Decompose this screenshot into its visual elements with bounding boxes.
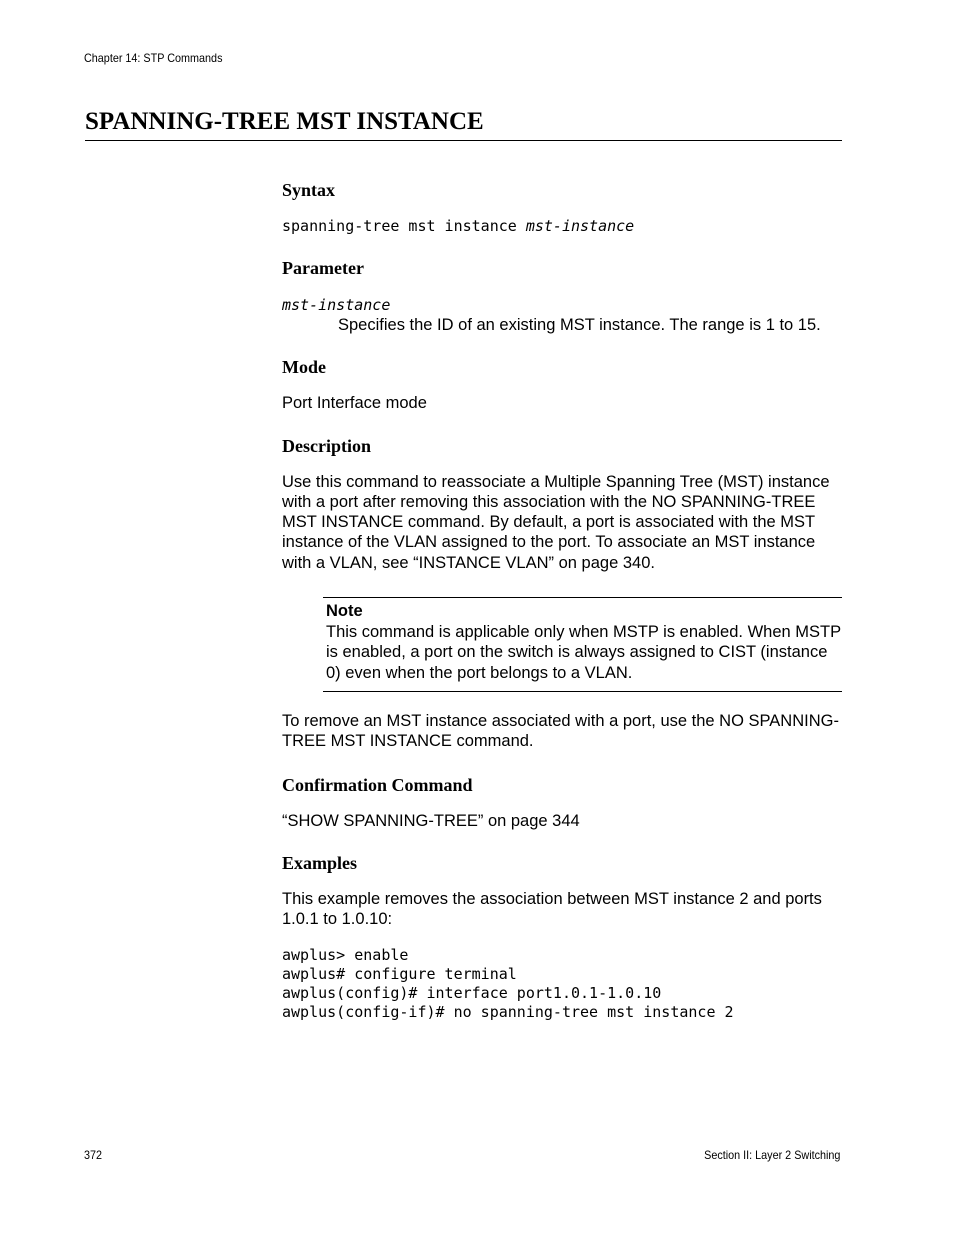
code-line: awplus(config)# interface port1.0.1-1.0.10 bbox=[282, 984, 662, 1003]
description-heading: Description bbox=[282, 435, 371, 456]
examples-text: This example removes the association between MST instance 2 and ports 1.0.1 to 1.0.10: bbox=[282, 889, 822, 929]
description-text: Use this command to reassociate a Multiple Spanning Tree (MST) instance with a port after removing this association with the NO SPANNING-TREE MST INSTANCE command. By default, a port is associated with the MST instance of the VLAN assigned to the port. To associate an MST instance with a VLAN, see “INSTANCE VLAN” on page 340. bbox=[282, 472, 830, 572]
confirmation-heading: Confirmation Command bbox=[282, 774, 473, 795]
confirmation-text: “SHOW SPANNING-TREE” on page 344 bbox=[282, 811, 580, 830]
remove-instance-text: To remove an MST instance associated with a port, use the NO SPANNING-TREE MST INSTANCE command. bbox=[282, 711, 839, 751]
syntax-argument: mst-instance bbox=[525, 217, 635, 235]
title-divider bbox=[85, 140, 842, 141]
note-label: Note bbox=[326, 602, 363, 621]
code-line: awplus(config-if)# no spanning-tree mst instance 2 bbox=[282, 1003, 734, 1022]
page-number: 372 bbox=[84, 1148, 103, 1162]
syntax-line bbox=[282, 217, 842, 236]
parameter-description: Specifies the ID of an existing MST instance. The range is 1 to 15. bbox=[338, 316, 821, 334]
code-line: awplus> enable bbox=[282, 946, 409, 965]
note-box bbox=[323, 597, 842, 692]
example-code-block bbox=[282, 946, 842, 1022]
syntax-heading: Syntax bbox=[282, 180, 336, 200]
chapter-header: Chapter 14: STP Commands bbox=[84, 51, 223, 65]
examples-heading: Examples bbox=[282, 852, 358, 873]
main-content bbox=[282, 178, 842, 1022]
section-footer: Section II: Layer 2 Switching bbox=[703, 1148, 840, 1162]
mode-heading: Mode bbox=[282, 357, 326, 378]
note-text: This command is applicable only when MSTP is enabled. When MSTP is enabled, a port on the switch is always assigned to CIST (instance 0) even when the port belongs to a VLAN. bbox=[326, 623, 841, 682]
parameter-name: mst-instance bbox=[282, 296, 391, 314]
page-title: SPANNING-TREE MST INSTANCE bbox=[85, 108, 484, 135]
parameter-name-line bbox=[282, 296, 842, 315]
parameter-heading: Parameter bbox=[282, 258, 364, 278]
syntax-command: spanning-tree mst instance bbox=[282, 217, 526, 235]
code-line: awplus# configure terminal bbox=[282, 965, 517, 984]
mode-text: Port Interface mode bbox=[282, 394, 427, 413]
